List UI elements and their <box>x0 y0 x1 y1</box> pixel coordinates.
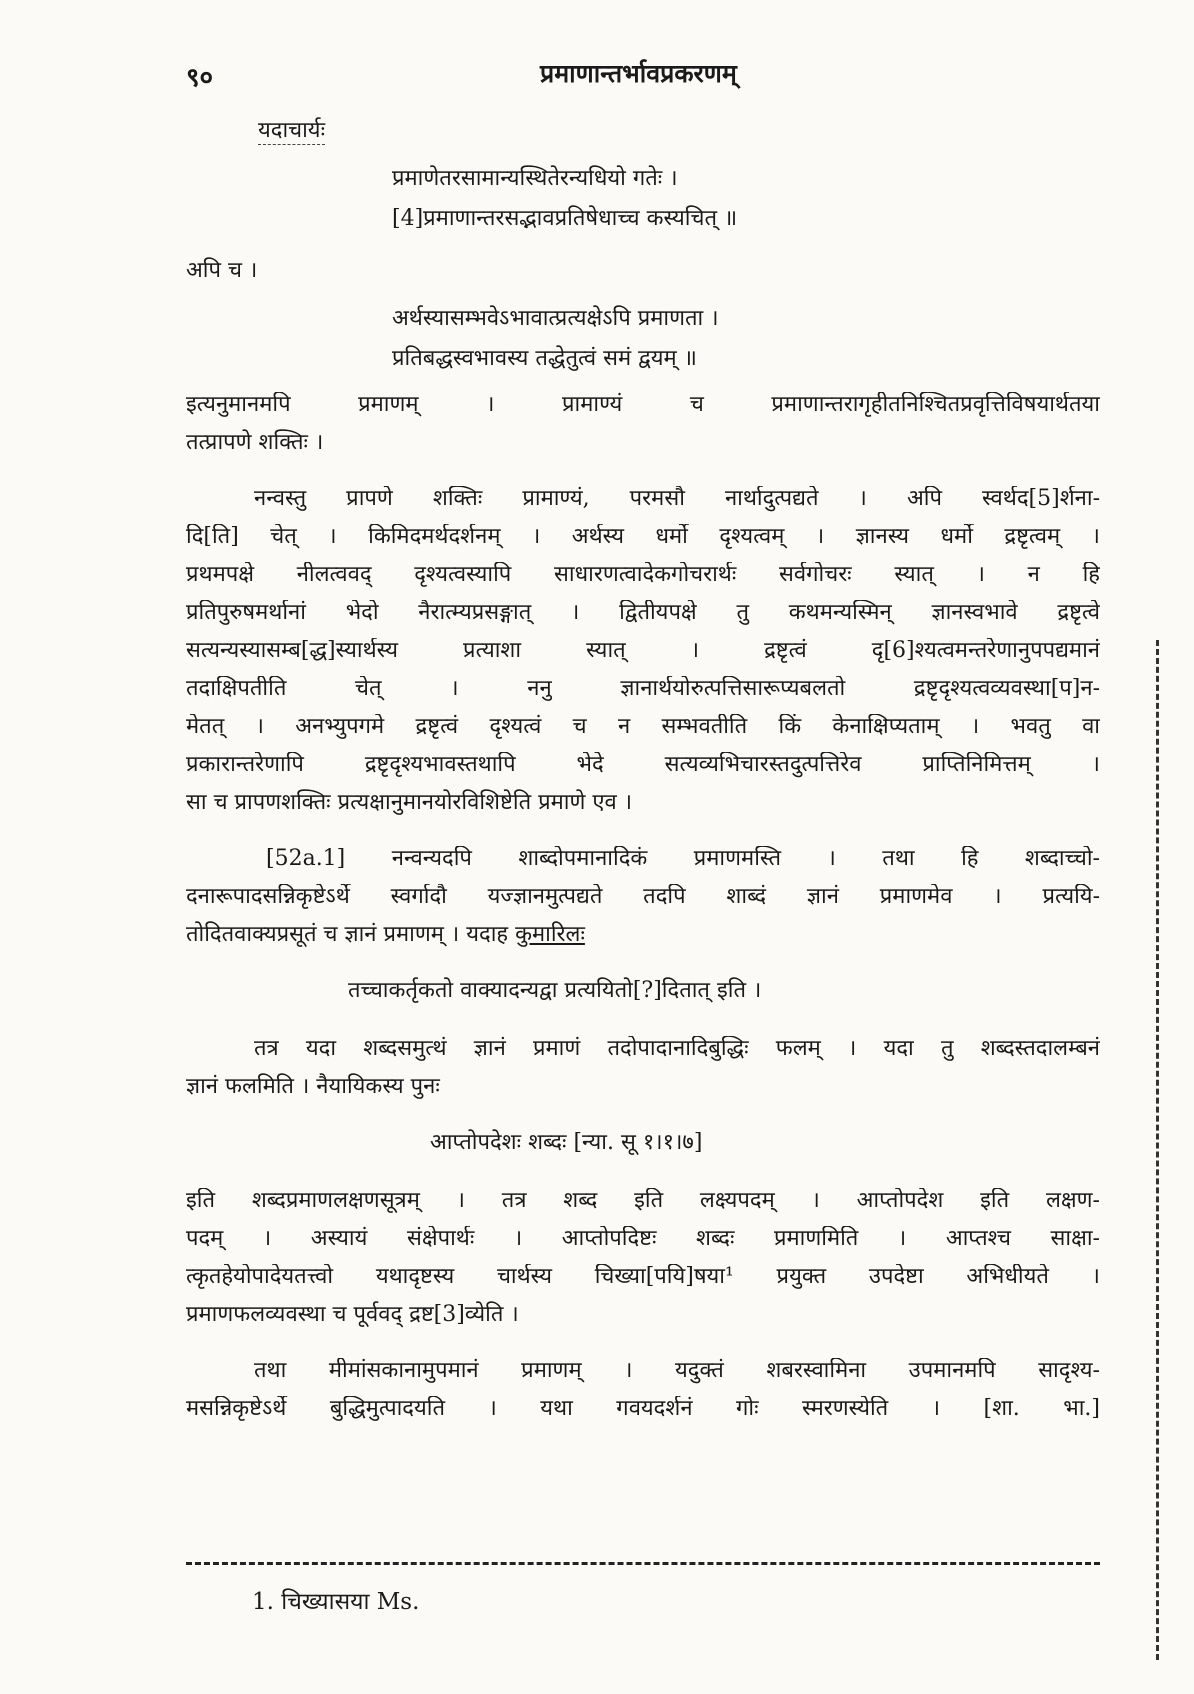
verse1-line1: प्रमाणेतरसामान्यस्थितेरन्यधियो गतेः । <box>392 166 678 191</box>
para1-line2: तत्प्रापणे शक्तिः । <box>186 430 324 455</box>
para1-line1: इत्यनुमानमपि प्रमाणम् । प्रामाण्यं च प्रमाणान्तरागृहीतनिश्चितप्रवृत्तिविषयार्थतया <box>186 392 1100 417</box>
verse2-line2: प्रतिबद्धस्वभावस्य तद्धेतुत्वं समं द्वयम् ॥ <box>392 346 697 371</box>
api-ca-line: अपि च । <box>186 258 258 283</box>
footnote-divider <box>186 1562 1100 1565</box>
para3-line1: [52a.1] नन्वन्यदपि शाब्दोपमानादिकं प्रमाणमस्ति । तथा हि शब्दाच्चो- <box>266 846 1100 871</box>
para2-line8: प्रकारान्तरेणापि द्रष्टृदृश्यभावस्तथापि भेदे सत्यव्यभिचारस्तदुत्पत्तिरेव प्राप्तिनिमित्तम् । <box>186 752 1100 777</box>
para2-line3: प्रथमपक्षे नीलत्ववद् दृश्यत्वस्यापि साधारणत्वादेकगोचरार्थः सर्वगोचरः स्यात् । न हि <box>186 562 1100 587</box>
page-number: ९० <box>186 63 214 93</box>
footnote: 1. चिख्यासया Ms. <box>252 1589 420 1615</box>
verse2-line1: अर्थस्यासम्भवेऽभावात्प्रत्यक्षेऽपि प्रमाणता । <box>392 306 719 331</box>
quote1-line: तच्चाकर्तृकतो वाक्यादन्यद्वा प्रत्ययितो[?]दितात् इति । <box>348 978 762 1003</box>
para2-line1: नन्वस्तु प्रापणे शक्तिः प्रामाण्यं, परमसौ नार्थादुत्पद्यते । अपि स्वर्थद[5]र्शना- <box>254 486 1100 511</box>
para3-line2: दनारूपादसन्निकृष्टेऽर्थे स्वर्गादौ यज्ज्ञानमुत्पद्यते तदपि शाब्दं ज्ञानं प्रमाणमेव । प्रत्ययि- <box>186 884 1100 909</box>
para4-line1: तत्र यदा शब्दसमुत्थं ज्ञानं प्रमाणं तदोपादानादिबुद्धिः फलम् । यदा तु शब्दस्तदालम्बनं <box>254 1036 1100 1061</box>
para2-line2: दि[ति] चेत् । किमिदमर्थदर्शनम् । अर्थस्य धर्मो दृश्यत्वम् । ज्ञानस्य धर्मो द्रष्टृत्वम् । <box>186 524 1100 549</box>
para5-line4: प्रमाणफलव्यवस्था च पूर्ववद् द्रष्ट[3]व्येति । <box>186 1302 519 1327</box>
verse1-line2: [4]प्रमाणान्तरसद्भावप्रतिषेधाच्च कस्यचित् ॥ <box>392 206 738 231</box>
para5-line2: पदम् । अस्यायं संक्षेपार्थः । आप्तोपदिष्टः शब्दः प्रमाणमिति । आप्तश्च साक्षा- <box>186 1226 1100 1251</box>
para2-line7: मेतत् । अनभ्युपगमे द्रष्टृत्वं दृश्यत्वं च न सम्भवतीति किं केनाक्षिप्यताम् । भवतु वा <box>186 714 1100 739</box>
para5-line1: इति शब्दप्रमाणलक्षणसूत्रम् । तत्र शब्द इति लक्ष्यपदम् । आप्तोपदेश इति लक्षण- <box>186 1188 1100 1213</box>
para6-line1: तथा मीमांसकानामुपमानं प्रमाणम् । यदुक्तं शबरस्वामिना उपमानमपि सादृश्य- <box>254 1358 1100 1383</box>
para2-line5: सत्यन्यस्यासम्ब[द्ध]स्यार्थस्य प्रत्याशा स्यात् । द्रष्टृत्वं दृ[6]श्यत्वमन्तरेणानुपपद्यमानं <box>186 638 1100 663</box>
para2-line9: सा च प्रापणशक्तिः प्रत्यक्षानुमानयोरविशिष्टेति प्रमाणे एव । <box>186 790 633 815</box>
para4-line2: ज्ञानं फलमिति । नैयायिकस्य पुनः <box>186 1074 440 1099</box>
page-edge-mark <box>1156 640 1159 1660</box>
para5-line3: त्कृतहेयोपादेयतत्त्वो यथादृष्टस्य चार्थस्य चिख्या[पयि]षया¹ प्रयुक्त उपदेष्टा अभिधीयते । <box>186 1264 1100 1289</box>
para2-line4: प्रतिपुरुषमर्थानां भेदो नैरात्म्यप्रसङ्गात् । द्वितीयपक्षे तु कथमन्यस्मिन् ज्ञानस्वभावे द्रष्टृत्वे <box>186 600 1100 625</box>
running-title: प्रमाणान्तर्भावप्रकरणम् <box>540 59 737 88</box>
intro-line: यदाचार्यः <box>258 118 325 145</box>
para3-line3: तोदितवाक्यप्रसूतं च ज्ञानं प्रमाणम् । यदाह <box>186 922 509 947</box>
kumarila-name: कुमारिलः <box>515 922 585 947</box>
quote2-line: आप्तोपदेशः शब्दः [न्या. सू १।१।७] <box>430 1130 703 1155</box>
para3-line3-wrap <box>186 922 585 948</box>
para2-line6: तदाक्षिपतीति चेत् । ननु ज्ञानार्थयोरुत्पत्तिसारूप्यबलतो द्रष्टृदृश्यत्वव्यवस्था[प]न- <box>186 676 1100 701</box>
para6-line2: मसन्निकृष्टेऽर्थे बुद्धिमुत्पादयति । यथा गवयदर्शनं गोः स्मरणस्येति । [शा. भा.] <box>186 1396 1100 1421</box>
